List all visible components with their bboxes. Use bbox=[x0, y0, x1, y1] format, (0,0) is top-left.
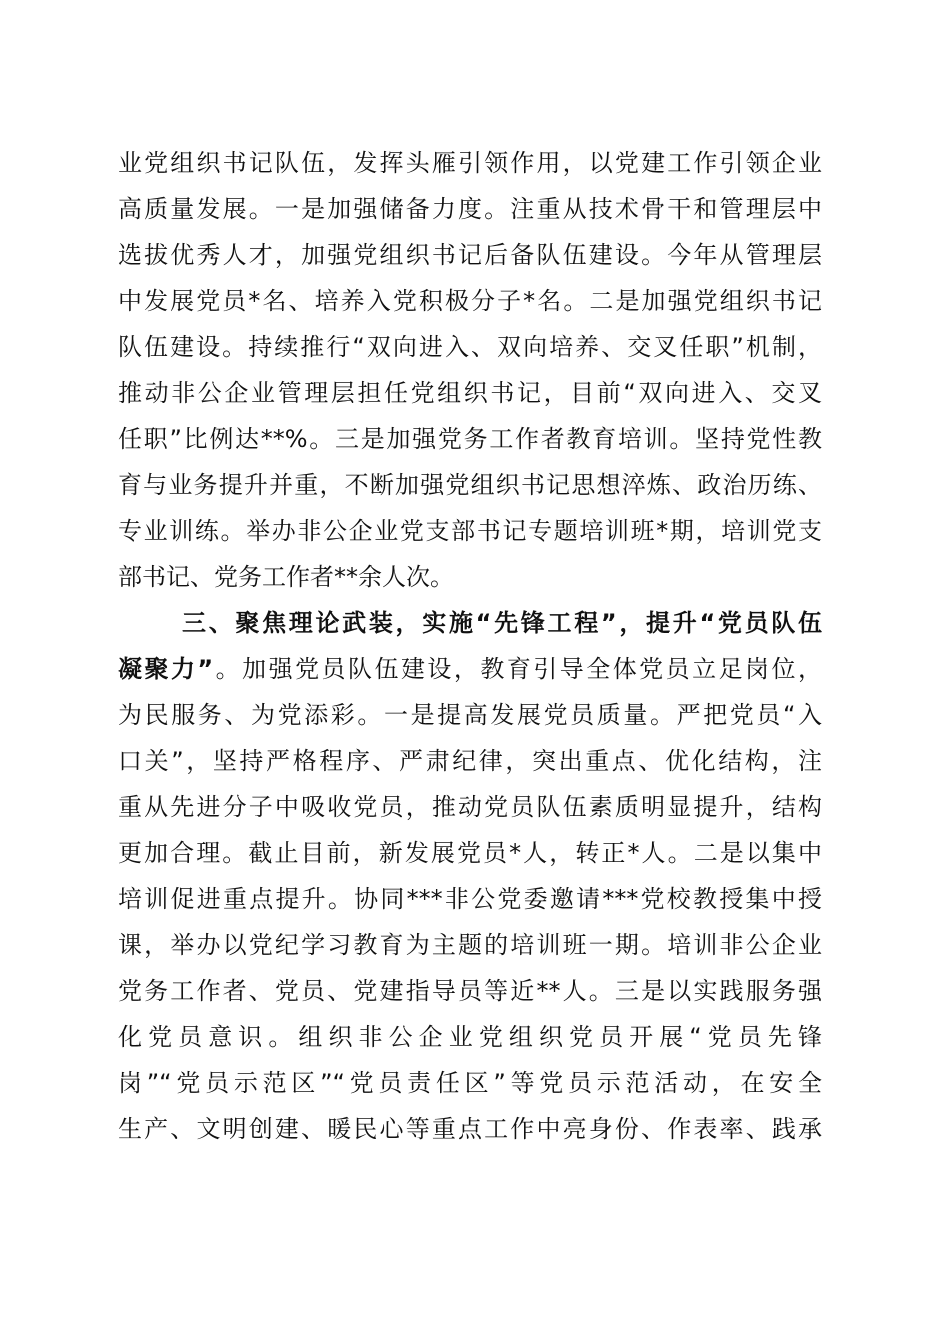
text-line: 生产、文明创建、暖民心等重点工作中亮身份、作表率、践承 bbox=[118, 1115, 822, 1143]
text-span: 。加强党员队伍建设，教育引导全体党员立足岗位， bbox=[213, 655, 822, 683]
text-line: 更加合理。截止目前，新发展党员*人，转正*人。二是以集中 bbox=[118, 839, 822, 867]
text-line: 岗”“党员示范区”“党员责任区”等党员示范活动，在安全 bbox=[118, 1069, 822, 1097]
document-page bbox=[118, 140, 822, 1152]
paragraph-1 bbox=[118, 140, 822, 600]
text-line: 培训促进重点提升。协同***非公党委邀请***党校教授集中授 bbox=[118, 885, 822, 913]
paragraph-2 bbox=[118, 600, 822, 1152]
text-line: 部书记、党务工作者**余人次。 bbox=[118, 563, 454, 591]
text-line: 课，举办以党纪学习教育为主题的培训班一期。培训非公企业 bbox=[118, 931, 822, 959]
text-line: 中发展党员*名、培养入党积极分子*名。二是加强党组织书记 bbox=[118, 287, 822, 315]
text-line: 业党组织书记队伍，发挥头雁引领作用，以党建工作引领企业 bbox=[118, 149, 822, 177]
text-line: 推动非公企业管理层担任党组织书记，目前“双向进入、交叉 bbox=[118, 379, 822, 407]
text-line: 选拔优秀人才，加强党组织书记后备队伍建设。今年从管理层 bbox=[118, 241, 822, 269]
text-line: 重从先进分子中吸收党员，推动党员队伍素质明显提升，结构 bbox=[118, 793, 822, 821]
text-line: 化党员意识。组织非公企业党组织党员开展“党员先锋 bbox=[118, 1023, 822, 1051]
text-line bbox=[118, 646, 822, 692]
section-heading: 三、聚焦理论武装，实施“先锋工程”，提升“党员队伍 bbox=[182, 609, 822, 637]
text-line: 为民服务、为党添彩。一是提高发展党员质量。严把党员“入 bbox=[118, 701, 822, 729]
text-line: 高质量发展。一是加强储备力度。注重从技术骨干和管理层中 bbox=[118, 195, 822, 223]
text-line: 任职”比例达**%。三是加强党务工作者教育培训。坚持党性教 bbox=[118, 425, 822, 453]
text-line: 育与业务提升并重，不断加强党组织书记思想淬炼、政治历练、 bbox=[118, 471, 822, 499]
section-heading-tail: 凝聚力” bbox=[118, 655, 214, 683]
text-line: 党务工作者、党员、党建指导员等近**人。三是以实践服务强 bbox=[118, 977, 822, 1005]
text-line: 口关”，坚持严格程序、严肃纪律，突出重点、优化结构，注 bbox=[118, 747, 822, 775]
text-line: 队伍建设。持续推行“双向进入、双向培养、交叉任职”机制， bbox=[118, 333, 822, 361]
text-line: 专业训练。举办非公企业党支部书记专题培训班*期，培训党支 bbox=[118, 517, 822, 545]
